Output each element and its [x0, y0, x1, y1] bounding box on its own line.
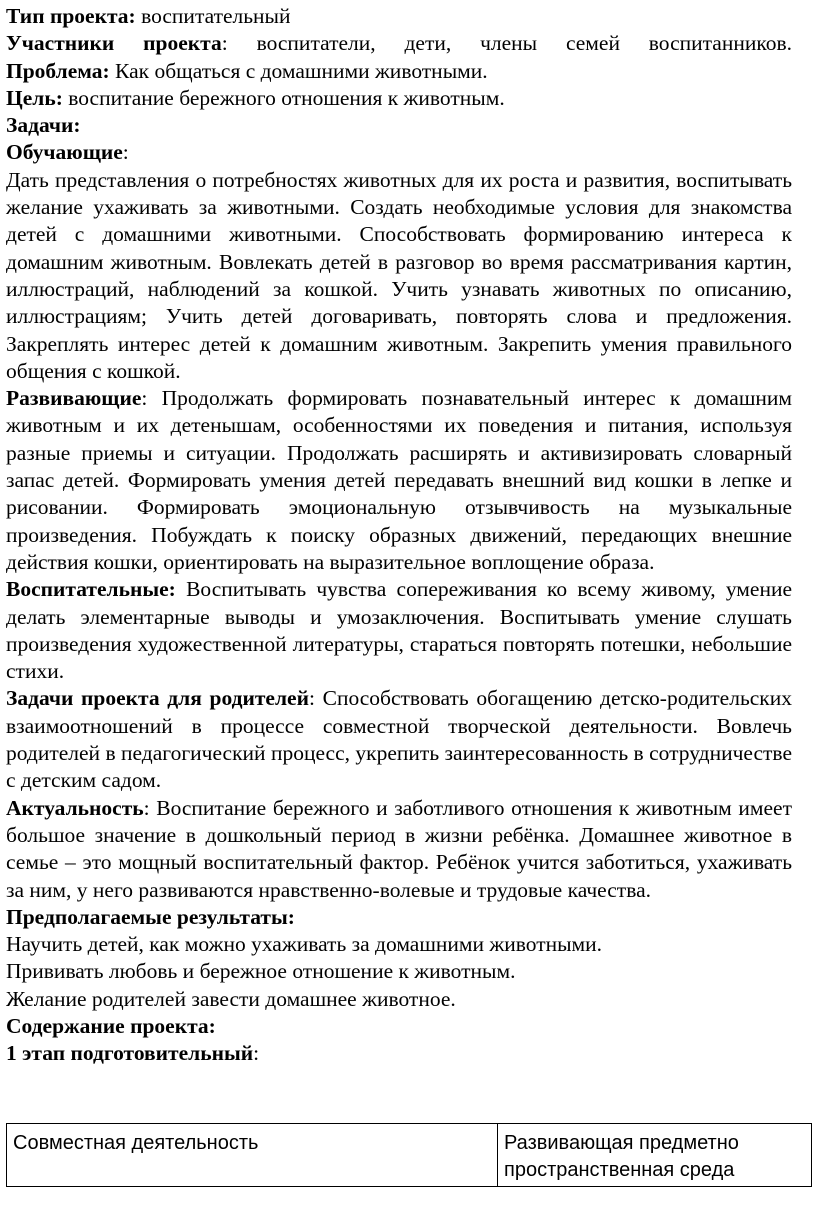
project-goal: Цель: воспитание бережного отношения к животным. [6, 85, 505, 110]
teaching-heading: Обучающие: [6, 140, 129, 165]
table-header-cell: Совместная деятельность [7, 1124, 498, 1187]
result-item: Желание родителей завести домашнее животное. [6, 986, 456, 1011]
relevance-section: Актуальность: Воспитание бережного и заботливого отношения к животным имеет большое значение в дошкольный период в жизни ребёнка. Домашнее животное в семье – это мощный воспитательный фактор. Ребёнок учится заботиться, ухаживать за ним, у него развиваются нравственно-волевые и трудовые качества. [6, 795, 792, 902]
goal-label: Цель: [6, 85, 63, 110]
project-problem: Проблема: Как общаться с домашними животными. [6, 58, 488, 83]
tasks-heading: Задачи: [6, 113, 81, 138]
problem-label: Проблема: [6, 58, 110, 83]
stage-heading: 1 этап подготовительный: [6, 1041, 260, 1066]
document-body [6, 3, 792, 1068]
parents-label: Задачи проекта для родителей [6, 686, 309, 711]
teaching-label: Обучающие [6, 140, 123, 165]
table-header-cell: Развивающая предметно пространственная среда [498, 1124, 812, 1187]
stage-table [6, 1123, 812, 1187]
result-item: Научить детей, как можно ухаживать за домашними животными. [6, 932, 603, 957]
content-heading: Содержание проекта: [6, 1013, 216, 1038]
table-row [7, 1124, 812, 1187]
teaching-text: Дать представления о потребностях животных для их роста и развития, воспитывать желание ухаживать за животными. Создать необходимые условия для знакомства детей с домашними животными. Способствовать формированию интереса к домашним животным. Вовлекать детей в разговор во время рассматривания картин, иллюстраций, наблюдений за кошкой. Учить узнавать животных по описанию, иллюстрациям; Учить детей договаривать, повторять слова и предложения. Закреплять интерес детей к домашним животным. Закрепить умения правильного общения с кошкой. [6, 167, 792, 383]
parents-section: Задачи проекта для родителей: Способствовать обогащению детско-родительских взаимоотношений в процессе совместной творческой деятельности. Вовлечь родителей в педагогический процесс, укрепить заинтересованность в сотрудничестве с детским садом. [6, 686, 792, 793]
project-type: Тип проекта: воспитательный [6, 4, 291, 28]
participants-label: Участники проекта [6, 31, 222, 56]
results-heading: Предполагаемые результаты: [6, 904, 295, 929]
developing-label: Развивающие [6, 386, 142, 411]
developing-section: Развивающие: Продолжать формировать познавательный интерес к домашним животным и их детенышам, особенностями их поведения и питания, используя разные приемы и ситуации. Продолжать расширять и активизировать словарный запас детей. Формировать умения детей передавать внешний вид кошки в лепке и рисовании. Формировать эмоциональную отзывчивость на музыкальные произведения. Побуждать к поиску образных движений, передающих внешние действия кошки, ориентировать на выразительное воплощение образа. [6, 386, 792, 574]
stage-label: 1 этап подготовительный [6, 1041, 254, 1066]
project-type-label: Тип проекта: [6, 4, 136, 28]
educational-label: Воспитательные: [6, 577, 176, 602]
project-participants: Участники проекта: воспитатели, дети, члены семей воспитанников. [6, 31, 792, 56]
result-item: Прививать любовь и бережное отношение к животным. [6, 959, 516, 984]
educational-section: Воспитательные: Воспитывать чувства сопереживания ко всему живому, умение делать элементарные выводы и умозаключения. Воспитывать умение слушать произведения художественной литературы, стараться повторять потешки, небольшие стихи. [6, 577, 792, 684]
relevance-label: Актуальность [6, 795, 144, 820]
